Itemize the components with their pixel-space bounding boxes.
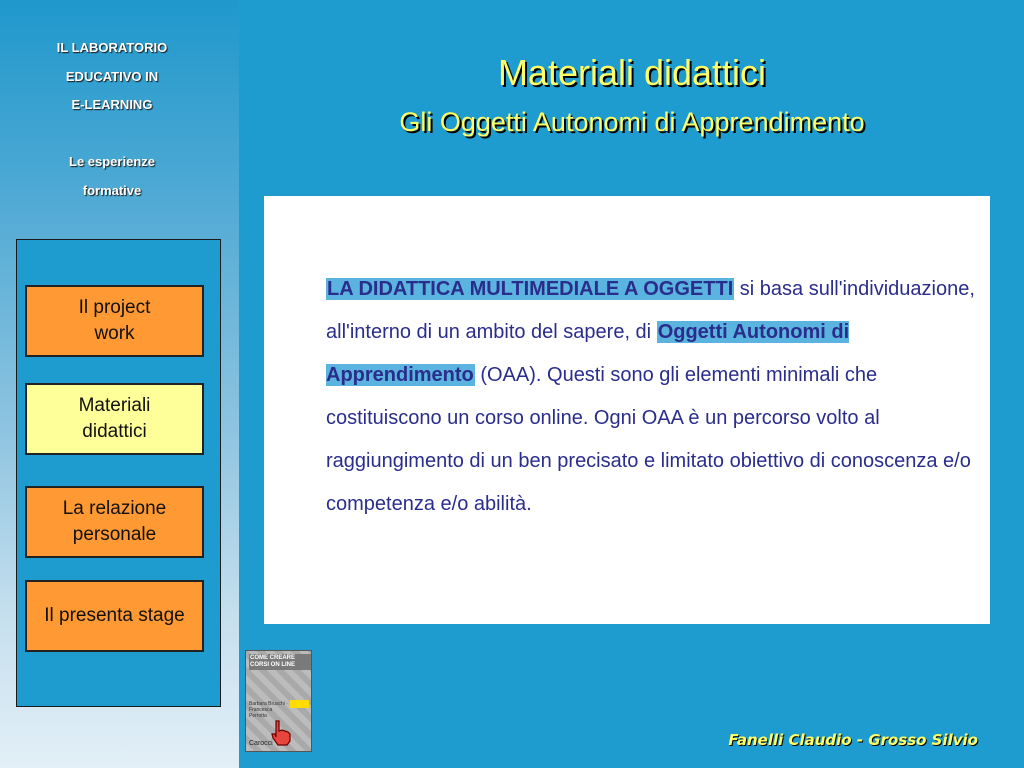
page-title: Materiali didattici	[497, 52, 767, 93]
nav-button-label: Il presenta stage	[44, 605, 185, 626]
body-text: (OAA). Questi sono gli elementi minimali che costituiscono un corso online. Ogni OAA è un percorso volto al raggiungimento di un ben precisato e limitato obiettivo di conoscenza e/o competenza e/o abilità.	[326, 364, 971, 515]
book-publisher: Carocci	[249, 740, 273, 747]
book-badge	[290, 700, 309, 708]
nav-button-presenta-stage[interactable]	[25, 580, 204, 652]
highlight-term: LA DIDATTICA MULTIMEDIALE A OGGETTI	[327, 278, 734, 300]
course-title	[0, 34, 224, 120]
book-author: Barbara Bruschi · Francesca Perrotta	[249, 701, 288, 719]
body-text: si basa sull'individuazione, all'interno di un ambito del sapere, di	[326, 278, 975, 343]
page-subtitle: Gli Oggetti Autonomi di Apprendimento	[399, 107, 865, 137]
book-cover-link[interactable]	[245, 650, 312, 752]
course-title-line: IL LABORATORIO	[56, 40, 168, 55]
nav-button-project-work[interactable]	[25, 285, 204, 357]
nav-button-label: La relazione	[62, 498, 167, 519]
nav-button-label: personale	[72, 524, 157, 545]
course-subtitle	[0, 148, 224, 205]
course-title-line: E-LEARNING	[71, 97, 153, 112]
course-subtitle-line: formative	[82, 182, 142, 198]
nav-button-label: Il project	[78, 297, 151, 318]
content-paragraph	[326, 268, 976, 526]
nav-button-relazione-personale[interactable]	[25, 486, 204, 558]
nav-button-label: Materiali	[78, 395, 151, 416]
nav-button-label: didattici	[82, 421, 147, 442]
content-box	[264, 196, 990, 624]
book-title: COME CREARE CORSI ON LINE	[249, 654, 311, 670]
course-title-line: EDUCATIVO IN	[65, 68, 159, 84]
footer-authors: Fanelli Claudio - Grosso Silvio	[728, 731, 978, 749]
highlight-term: Oggetti Autonomi di Apprendimento	[326, 321, 850, 386]
course-subtitle-line: Le esperienze	[69, 154, 155, 169]
nav-button-label: work	[94, 323, 135, 344]
nav-button-materiali-didattici[interactable]	[25, 383, 204, 455]
pointer-hand-icon	[270, 719, 292, 747]
